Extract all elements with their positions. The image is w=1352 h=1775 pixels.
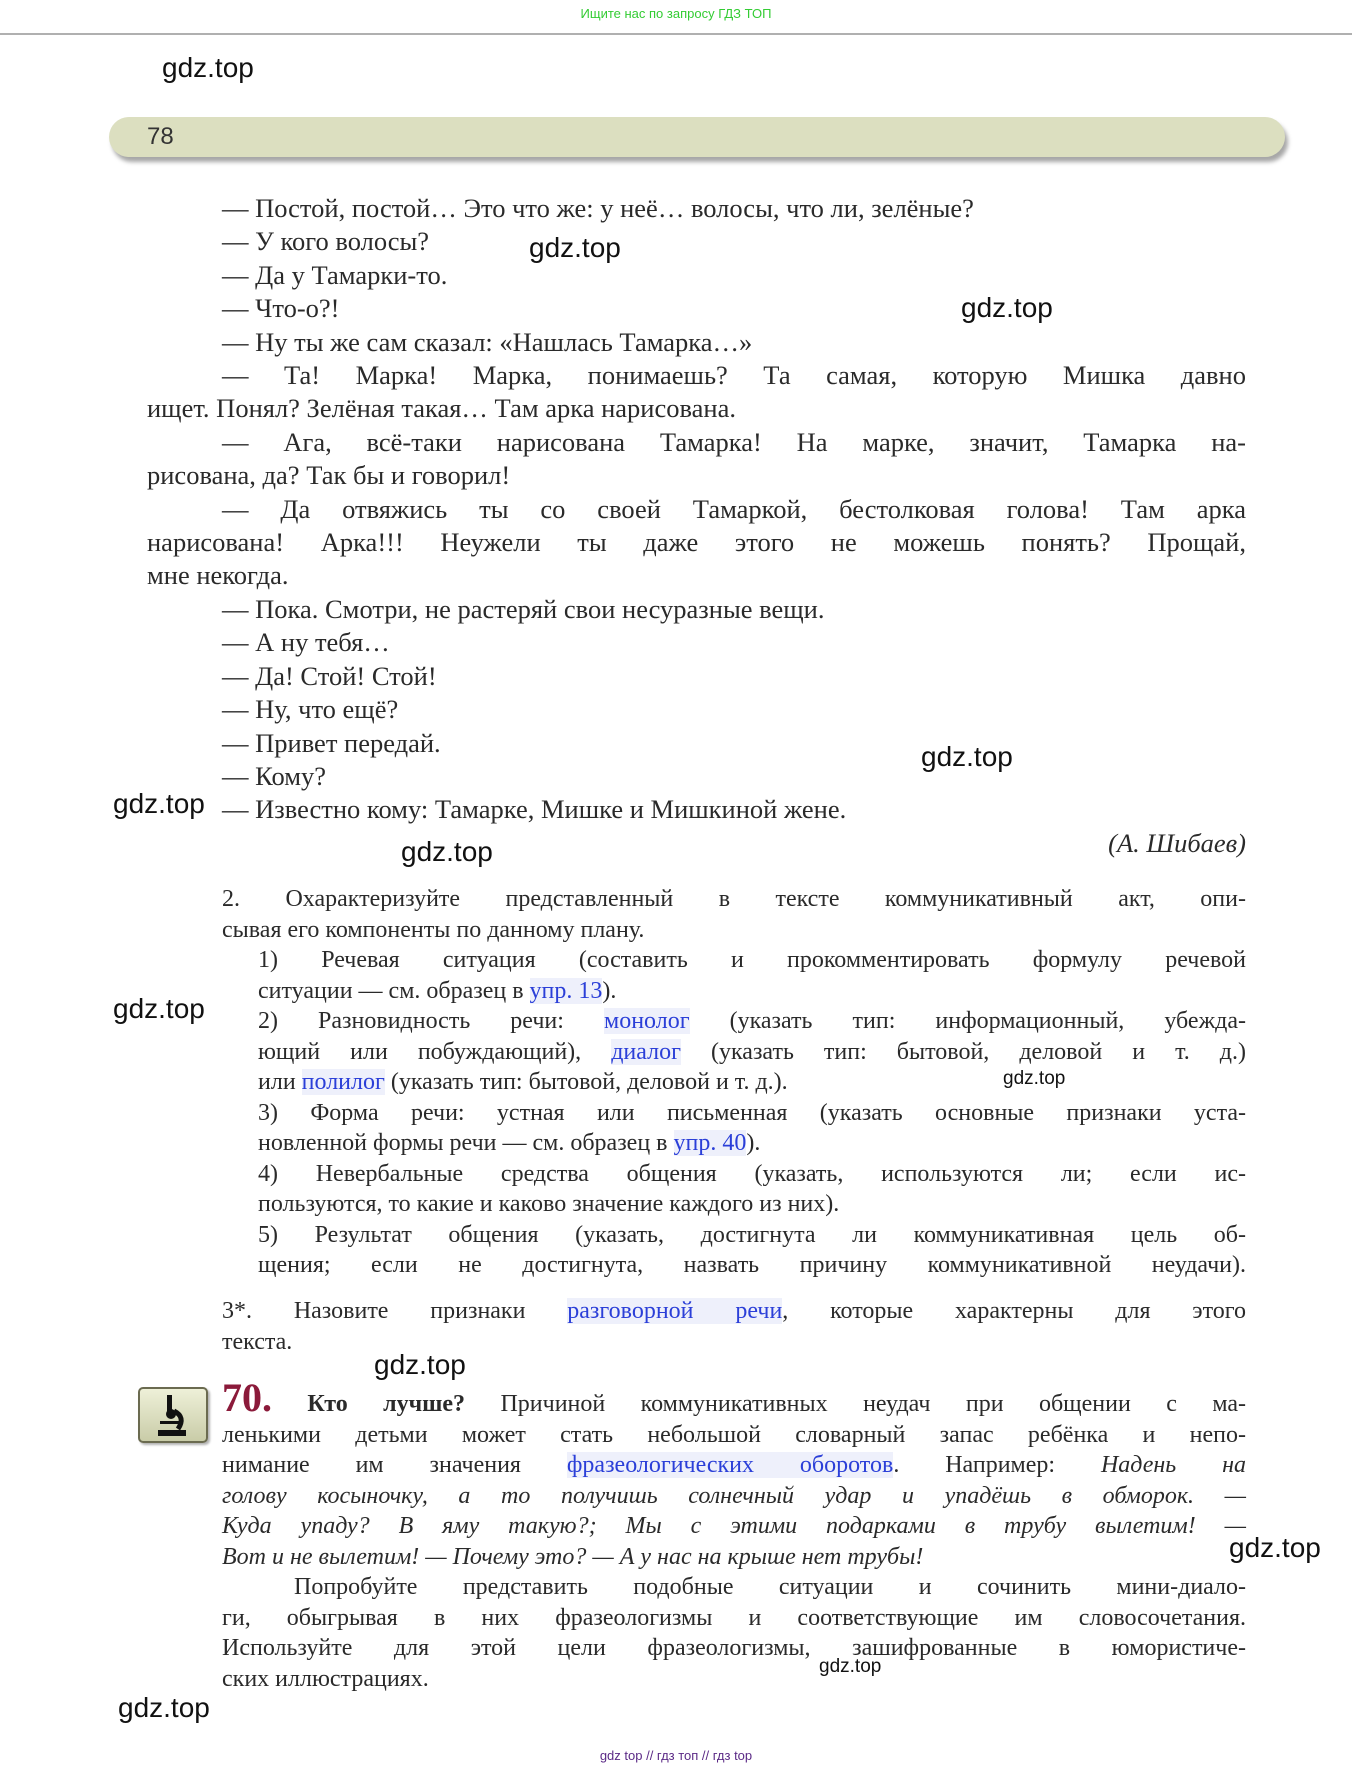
text-line — [147, 1511, 1246, 1542]
text-line — [147, 459, 1246, 492]
task-2 — [147, 884, 1246, 1281]
text-segment: . Например: — [893, 1452, 1101, 1478]
text-segment: — Да отвяжись ты со своей Тамаркой, бестолковая голова! Там арка — [222, 493, 1246, 524]
exercise-70 — [147, 1375, 1246, 1694]
watermark: gdz.top — [1229, 1532, 1321, 1563]
text-line — [147, 1375, 1246, 1420]
text-line — [147, 1633, 1246, 1664]
text-line — [147, 526, 1246, 559]
text-line — [147, 359, 1246, 392]
microscope-icon — [138, 1387, 208, 1443]
text-line — [147, 1250, 1246, 1281]
text-segment: 4) Невербальные средства общения (указать, используются ли; если ис- — [258, 1160, 1246, 1187]
search-banner: Ищите нас по запросу ГДЗ ТОП — [580, 6, 772, 21]
text-line — [147, 660, 1246, 693]
text-line — [147, 884, 1246, 915]
text-segment: ситуации — см. образец в — [258, 977, 530, 1004]
text-segment: нарисована! Арка!!! Неужели ты даже этого не можешь понять? Прощай, — [147, 527, 1246, 558]
text-segment: — А ну тебя… — [222, 627, 390, 658]
text-segment: ). — [746, 1130, 761, 1156]
text-line — [147, 493, 1246, 526]
watermark: gdz.top — [113, 788, 205, 819]
text-line — [147, 1542, 1246, 1573]
text-line — [147, 1327, 1246, 1358]
text-line — [147, 1664, 1246, 1695]
text-segment: — Ну ты же сам сказал: «Нашлась Тамарка…» — [222, 326, 753, 357]
text-line — [147, 1296, 1246, 1327]
text-segment: ских иллюстрациях. — [222, 1665, 429, 1692]
text-segment: ищет. Понял? Зелёная такая… Там арка нарисована. — [147, 393, 736, 424]
text-segment: (указать тип: бытовой, деловой и т. д.). — [384, 1069, 788, 1095]
text-segment: 5) Результат общения (указать, достигнута ли коммуникативная цель об- — [258, 1221, 1246, 1248]
text-segment: ). — [602, 977, 617, 1004]
divider — [0, 33, 1352, 35]
text-segment: — Известно кому: Тамарке, Мишке и Мишкиной жене. — [222, 794, 847, 825]
text-segment: — Пока. Смотри, не растеряй свои несуразные вещи. — [222, 593, 825, 624]
term-link[interactable]: упр. 13 — [529, 977, 603, 1004]
watermark: gdz.top — [374, 1349, 466, 1380]
text-line — [147, 225, 1246, 258]
text-line — [147, 827, 1246, 860]
text-segment: Используйте для этой цели фразеологизмы, зашифрованные в юмористиче- — [222, 1635, 1246, 1661]
text-line — [147, 593, 1246, 626]
text-line — [147, 1220, 1246, 1251]
text-line — [147, 1159, 1246, 1190]
text-segment: 2) Разновидность речи: — [258, 1008, 604, 1034]
exercise-number: 70. — [222, 1375, 272, 1420]
text-segment: — Ну, что ещё? — [222, 694, 399, 725]
text-segment: Куда упаду? В яму такую?; Мы с этими подарками в трубу вылетим! — — [222, 1513, 1246, 1539]
watermark: gdz.top — [113, 993, 205, 1024]
text-line — [147, 192, 1246, 225]
watermark: gdz.top — [162, 52, 254, 83]
text-segment: ги, обыгрывая в них фразеологизмы и соответствующие им словосочетания. — [222, 1604, 1246, 1631]
text-line — [147, 693, 1246, 726]
text-segment: Причиной коммуникативных неудач при общении с ма- — [465, 1391, 1246, 1417]
text-segment: текста. — [222, 1328, 293, 1355]
text-line — [147, 1098, 1246, 1129]
text-line — [147, 292, 1246, 325]
term-link[interactable]: диалог — [611, 1038, 681, 1065]
text-segment: рисована, да? Так бы и говорил! — [147, 460, 511, 491]
dialogue-text — [147, 192, 1246, 860]
text-segment: — Да! Стой! Стой! — [222, 660, 437, 691]
text-line — [147, 426, 1246, 459]
text-segment: — У кого волосы? — [222, 226, 430, 257]
text-line — [147, 1420, 1246, 1451]
text-segment: — Ага, всё-таки нарисована Тамарка! На марке, значит, Тамарка на- — [222, 426, 1246, 457]
page-header-bar — [109, 117, 1285, 157]
text-segment: , которые характерны для этого — [782, 1298, 1247, 1324]
text-line — [147, 945, 1246, 976]
text-segment: 3) Форма речи: устная или письменная (указать основные признаки уста- — [258, 1099, 1246, 1126]
text-segment: нимание им значения — [222, 1452, 567, 1478]
text-segment: Попробуйте представить подобные ситуации и сочинить мини-диало- — [294, 1574, 1246, 1600]
text-segment: — Что-о?! — [222, 293, 340, 324]
text-segment: голову косыночку, а то получишь солнечный удар и упадёшь в обморок. — — [222, 1482, 1246, 1509]
text-segment: (А. Шибаев) — [1108, 827, 1246, 858]
text-segment: — Та! Марка! Марка, понимаешь? Та самая, которую Мишка давно — [222, 360, 1246, 391]
text-line — [147, 727, 1246, 760]
text-line — [147, 1481, 1246, 1512]
text-line — [147, 915, 1246, 946]
watermark: gdz.top — [921, 741, 1013, 772]
page-number: 78 — [147, 123, 174, 150]
text-segment: — Да у Тамарки-то. — [222, 259, 448, 290]
text-line — [147, 793, 1246, 826]
term-link[interactable]: разговорной речи — [567, 1298, 783, 1324]
text-segment: мне некогда. — [147, 560, 289, 591]
watermark: gdz.top — [529, 232, 621, 263]
term-link[interactable]: упр. 40 — [673, 1130, 747, 1156]
text-segment: новленной формы речи — см. образец в — [258, 1130, 674, 1156]
text-segment: Вот и не вылетим! — Почему это? — А у нас на крыше нет трубы! — [222, 1543, 924, 1570]
text-line — [147, 1572, 1246, 1603]
text-line — [147, 392, 1246, 425]
text-segment: — Привет передай. — [222, 727, 441, 758]
text-segment: (указать тип: бытовой, деловой и т. д.) — [680, 1038, 1246, 1065]
watermark: gdz.top — [401, 836, 493, 867]
text-segment: 3*. Назовите признаки — [222, 1298, 568, 1324]
text-segment: — Постой, постой… Это что же: у неё… волосы, что ли, зелёные? — [222, 193, 974, 223]
text-line — [147, 1450, 1246, 1481]
watermark: gdz.top — [118, 1692, 210, 1723]
text-line — [147, 1067, 1246, 1098]
text-line — [147, 1128, 1246, 1159]
text-line — [147, 1603, 1246, 1634]
text-line — [147, 259, 1246, 292]
text-segment: пользуются, то какие и каково значение каждого из них). — [258, 1191, 840, 1217]
watermark: gdz.top — [819, 1656, 882, 1677]
text-segment: ющий или побуждающий), — [258, 1038, 612, 1065]
text-segment: ленькими детьми может стать небольшой словарный запас ребёнка и непо- — [222, 1421, 1246, 1448]
text-segment: сывая его компоненты по данному плану. — [222, 916, 645, 943]
text-segment: щения; если не достигнута, назвать причину коммуникативной неудачи). — [258, 1252, 1246, 1278]
text-line — [147, 1037, 1246, 1068]
text-line — [147, 1006, 1246, 1037]
watermark: gdz.top — [961, 292, 1053, 323]
exercise-title: Кто лучше? — [272, 1391, 466, 1417]
term-link[interactable]: монолог — [604, 1008, 690, 1034]
term-link[interactable]: полилог — [301, 1069, 385, 1095]
text-line — [147, 626, 1246, 659]
term-link[interactable]: фразеологических оборотов — [566, 1452, 894, 1478]
text-segment: или — [258, 1069, 302, 1095]
text-segment: — Кому? — [222, 760, 327, 791]
text-segment: 2. Охарактеризуйте представленный в тексте коммуникативный акт, опи- — [222, 886, 1246, 912]
text-line — [147, 976, 1246, 1007]
footer-links: gdz top // гдз топ // гдз top — [599, 1748, 753, 1763]
watermark: gdz.top — [1003, 1068, 1066, 1089]
text-line — [147, 760, 1246, 793]
text-segment: (указать тип: информационный, убежда- — [689, 1008, 1247, 1034]
text-segment: 1) Речевая ситуация (составить и прокомментировать формулу речевой — [258, 947, 1246, 973]
text-line — [147, 1189, 1246, 1220]
text-line — [147, 559, 1246, 592]
task-3 — [147, 1296, 1246, 1357]
text-line — [147, 326, 1246, 359]
text-segment: Надень на — [1100, 1452, 1246, 1478]
